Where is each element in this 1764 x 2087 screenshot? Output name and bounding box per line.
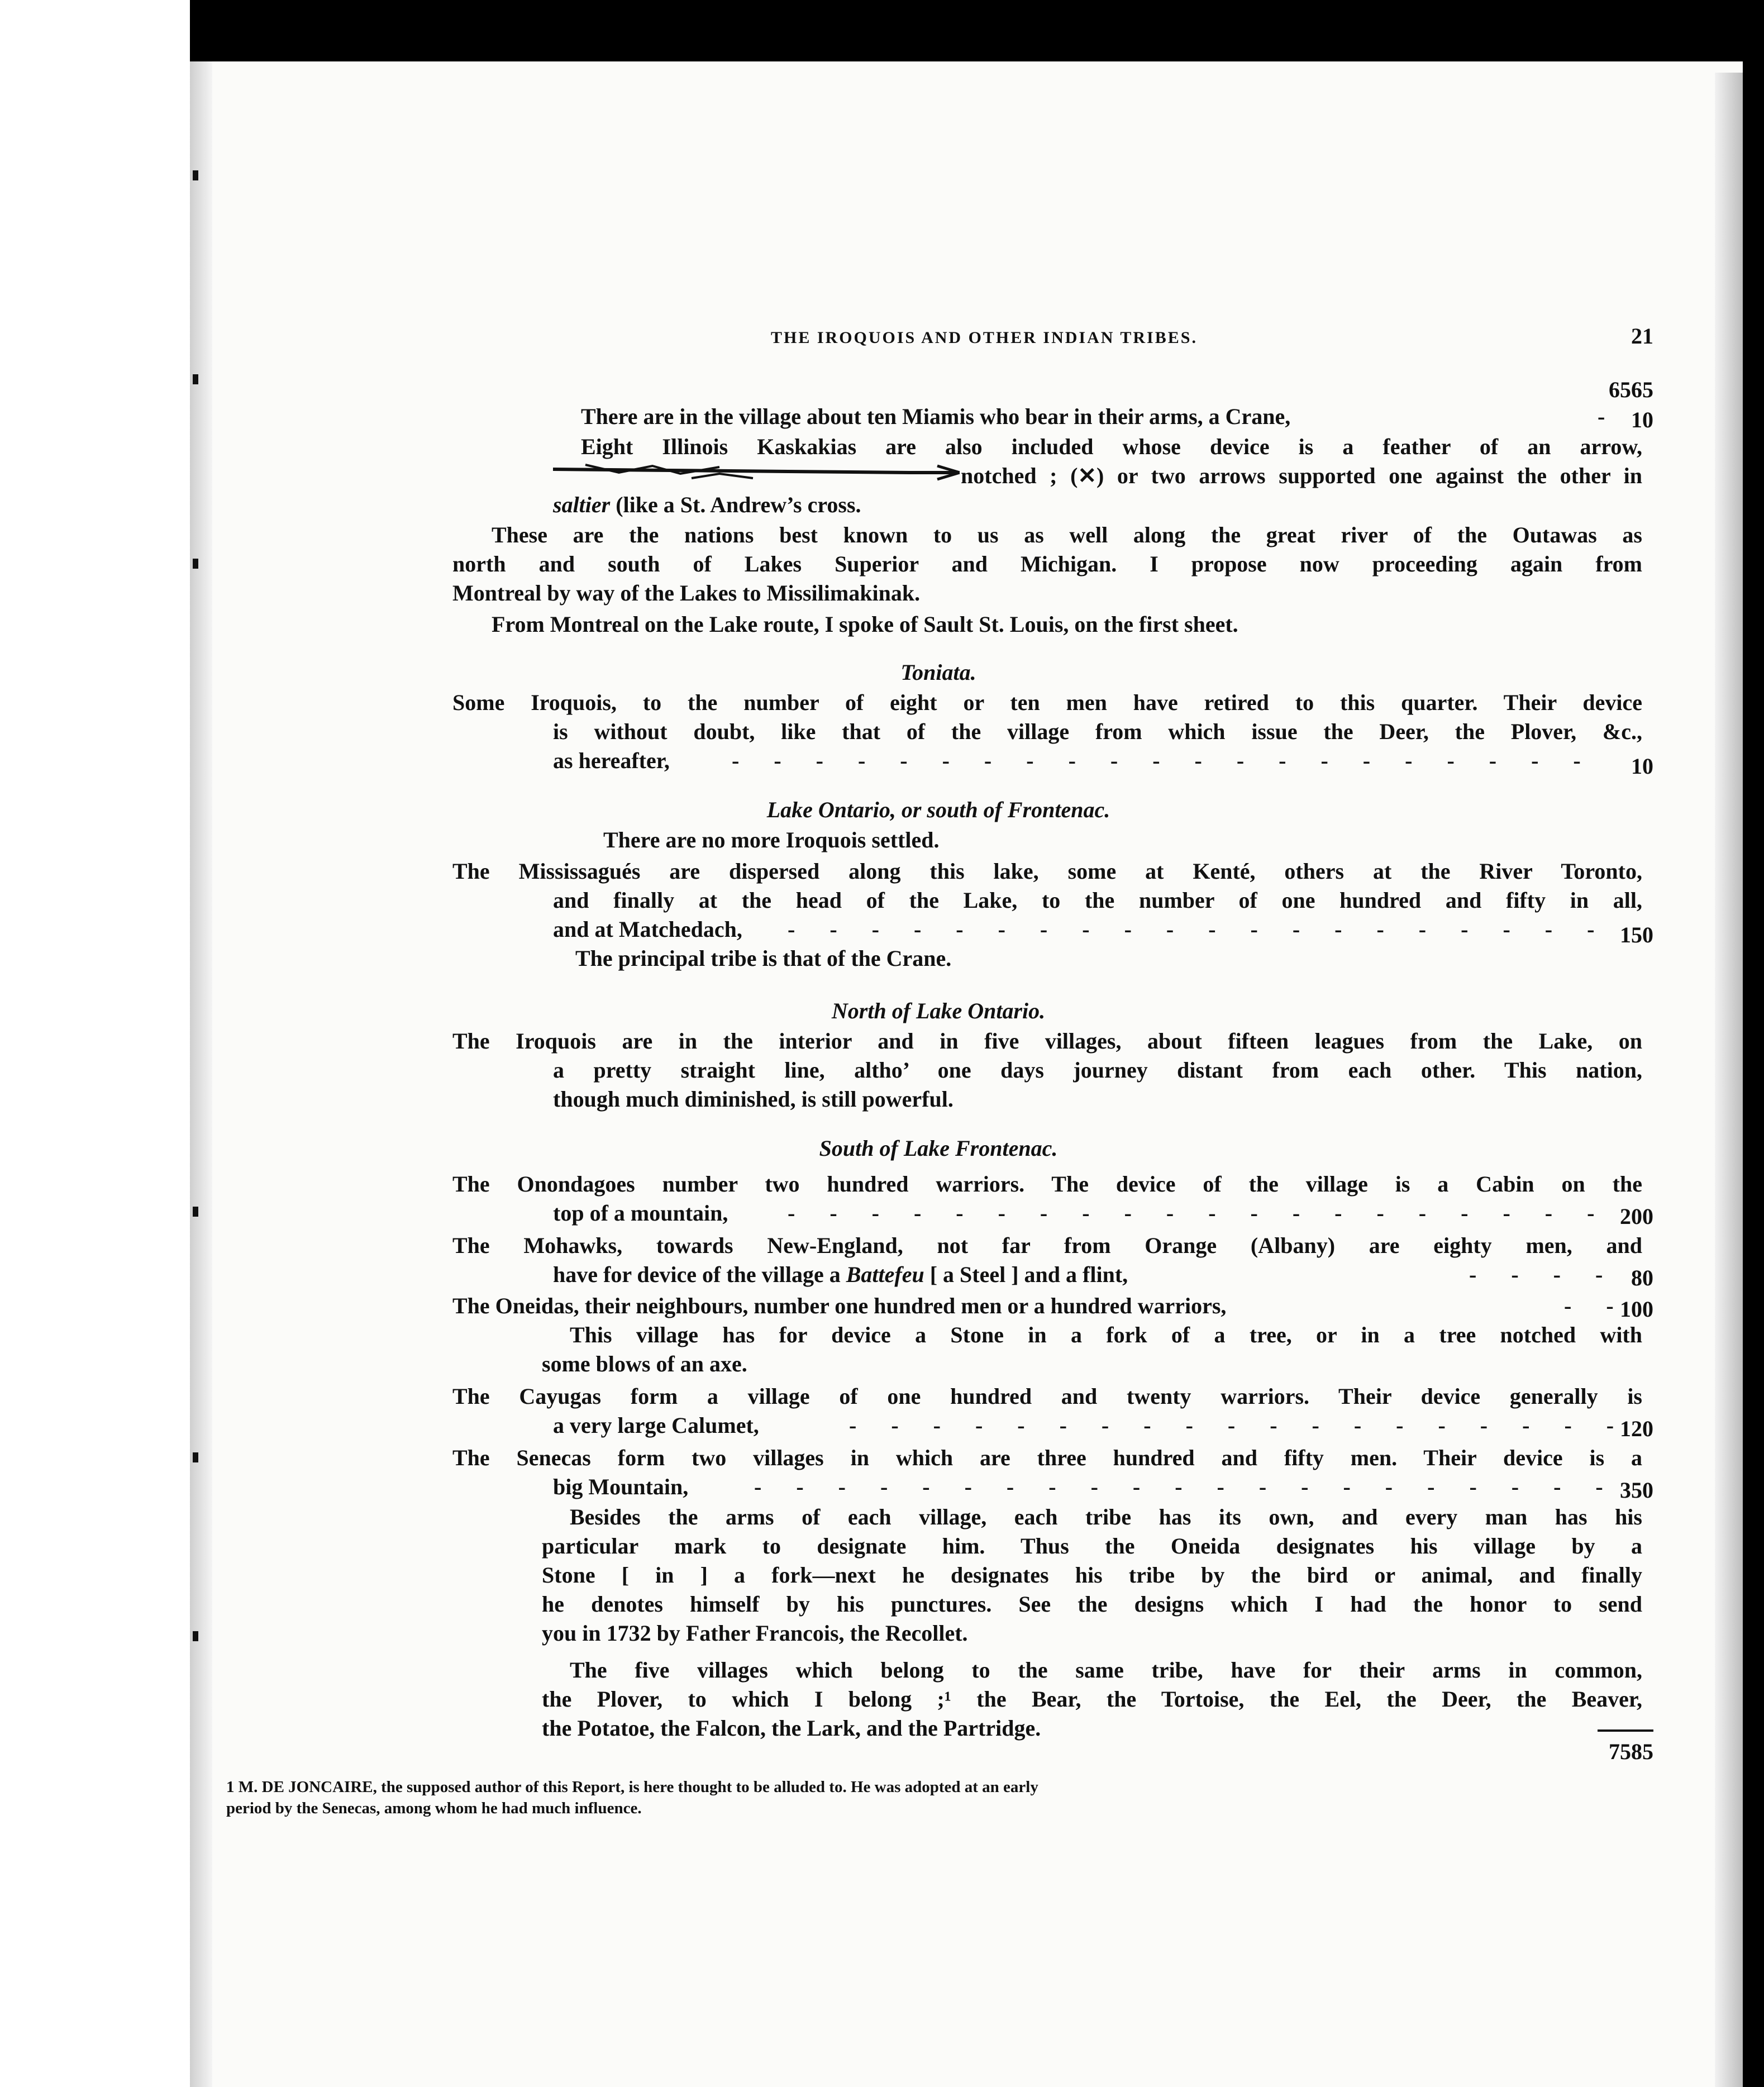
dot-leader: - - - - - - - - - - - - - - - - - - - (849, 1413, 1629, 1438)
page-edge-right (1715, 73, 1743, 2087)
footnote-line: 1 M. DE JONCAIRE, the supposed author of this Report, is here thought to be alluded to. He was adopted at an early (226, 1778, 1038, 1796)
text-line (553, 490, 1112, 520)
count-oneidas: 100 (1620, 1297, 1653, 1322)
dash: - (1598, 404, 1605, 429)
scan-mark (193, 1452, 198, 1462)
text-line: though much diminished, is still powerful. (553, 1087, 953, 1112)
section-heading: South of Lake Frontenac. (819, 1136, 1058, 1161)
text-line: the Plover, to which I belong ;¹ the Bear, the Tortoise, the Eel, the Deer, the Beaver, (542, 1686, 1642, 1712)
text-line: The five villages which belong to the same tribe, have for their arms in common, (570, 1657, 1642, 1683)
text-line: notched ; (✕) or two arrows supported one against the other in (961, 463, 1642, 488)
count-miamis: 10 (1631, 407, 1653, 432)
dot-leader: - - (1564, 1293, 1628, 1318)
text-span: (like a St. Andrew’s cross. (610, 492, 861, 517)
italic-term: saltier (553, 492, 611, 517)
count-cayugas: 120 (1620, 1416, 1653, 1441)
dot-leader: - - - - - - - - - - - - - - - - - - - - - (754, 1474, 1618, 1499)
scan-mark (193, 374, 198, 384)
text-line: is without doubt, like that of the village from which issue the Deer, the Plover, &c., (553, 719, 1642, 744)
text-line: Eight Illinois Kaskakias are also included whose device is a feather of an arrow, (581, 434, 1642, 459)
count-senecas: 350 (1620, 1478, 1653, 1503)
text-line: particular mark to designate him. Thus the Oneida designates his village by a (542, 1533, 1642, 1559)
text-line: and at Matchedach, (553, 917, 742, 942)
footnote-line: period by the Senecas, among whom he had much influence. (226, 1799, 642, 1817)
text-span: have for device of the village a (553, 1262, 846, 1287)
total-rule (1598, 1729, 1653, 1732)
page-content (223, 0, 1653, 2087)
count-mississagues: 150 (1620, 922, 1653, 947)
scan-mark (193, 559, 198, 569)
count-onondagoes: 200 (1620, 1204, 1653, 1229)
dot-leader: - - - - - - - - - - - - - - - - - - - - (788, 1200, 1609, 1226)
dot-leader: - - - - - - - - - - - - - - - - - - - - (788, 917, 1609, 942)
scan-mark (193, 1631, 198, 1641)
text-line: north and south of Lakes Superior and Michigan. I propose now proceeding again from (452, 551, 1642, 576)
text-line: a very large Calumet, (553, 1413, 759, 1438)
text-line: There are no more Iroquois settled. (603, 827, 940, 852)
text-line: These are the nations best known to us as well along the great river of the Outawas as (492, 522, 1642, 547)
text-line: The Oneidas, their neighbours, number one hundred men or a hundred warriors, (452, 1293, 1227, 1318)
text-line: Stone [ in ] a fork—next he designates his tribe by the bird or animal, and finally (542, 1562, 1642, 1588)
arrow-feather-icon (552, 461, 960, 484)
scan-margin-left (0, 0, 190, 2087)
text-span: [ a Steel ] and a flint, (924, 1262, 1128, 1287)
text-line: top of a mountain, (553, 1200, 728, 1226)
text-line: The Senecas form two villages in which are three hundred and fifty men. Their device is a (452, 1445, 1642, 1470)
text-line: you in 1732 by Father Francois, the Recollet. (542, 1621, 968, 1646)
text-line: The Mississagués are dispersed along this lake, some at Kenté, others at the River Toronto, (452, 859, 1642, 884)
scan-mark (193, 170, 198, 180)
text-line: Besides the arms of each village, each tribe has its own, and every man has his (570, 1504, 1642, 1529)
text-line: The Iroquois are in the interior and in five villages, about fifteen leagues from the Lake, on (452, 1028, 1642, 1054)
text-line: as hereafter, (553, 748, 670, 773)
text-line: The principal tribe is that of the Crane. (575, 946, 952, 971)
text-line (553, 1260, 1447, 1289)
text-line: and finally at the head of the Lake, to the number of one hundred and fifty in all, (553, 888, 1642, 913)
scan-mark (193, 1207, 198, 1217)
text-line: Montreal by way of the Lakes to Missilimakinak. (452, 580, 921, 606)
count-mohawks: 80 (1631, 1265, 1653, 1290)
text-line: Some Iroquois, to the number of eight or ten men have retired to this quarter. Their device (452, 690, 1642, 715)
text-line: the Potatoe, the Falcon, the Lark, and the Partridge. (542, 1716, 1041, 1741)
text-line: big Mountain, (553, 1474, 689, 1499)
running-title: THE IROQUOIS AND OTHER INDIAN TRIBES. (771, 328, 1198, 347)
italic-term: Battefeu (846, 1262, 924, 1287)
count-toniata: 10 (1631, 754, 1653, 779)
text-line: The Mohawks, towards New-England, not far from Orange (Albany) are eighty men, and (452, 1233, 1642, 1258)
carried-total: 6565 (1609, 377, 1653, 402)
section-heading: Lake Ontario, or south of Frontenac. (766, 797, 1110, 822)
text-line: The Cayugas form a village of one hundred and twenty warriors. Their device generally is (452, 1384, 1642, 1409)
text-line: There are in the village about ten Miamis who bear in their arms, a Crane, (581, 404, 1291, 429)
page-number: 21 (1631, 323, 1653, 349)
page-gutter-shadow (190, 61, 212, 2087)
text-line: some blows of an axe. (542, 1351, 747, 1376)
dot-leader: - - - - - - - - - - - - - - - - - - - - - (732, 748, 1595, 773)
text-line: This village has for device a Stone in a fork of a tree, or in a tree notched with (570, 1322, 1642, 1347)
text-line: he denotes himself by his punctures. See the designs which I had the honor to send (542, 1592, 1642, 1617)
text-line: The Onondagoes number two hundred warriors. The device of the village is a Cabin on the (452, 1171, 1642, 1197)
text-line: From Montreal on the Lake route, I spoke of Sault St. Louis, on the first sheet. (492, 612, 1238, 637)
section-heading: North of Lake Ontario. (831, 998, 1046, 1023)
dot-leader: - - - - (1469, 1262, 1618, 1287)
section-heading: Toniata. (900, 660, 976, 685)
grand-total: 7585 (1609, 1739, 1653, 1764)
text-line: a pretty straight line, altho’ one days journey distant from each other. This nation, (553, 1057, 1642, 1083)
